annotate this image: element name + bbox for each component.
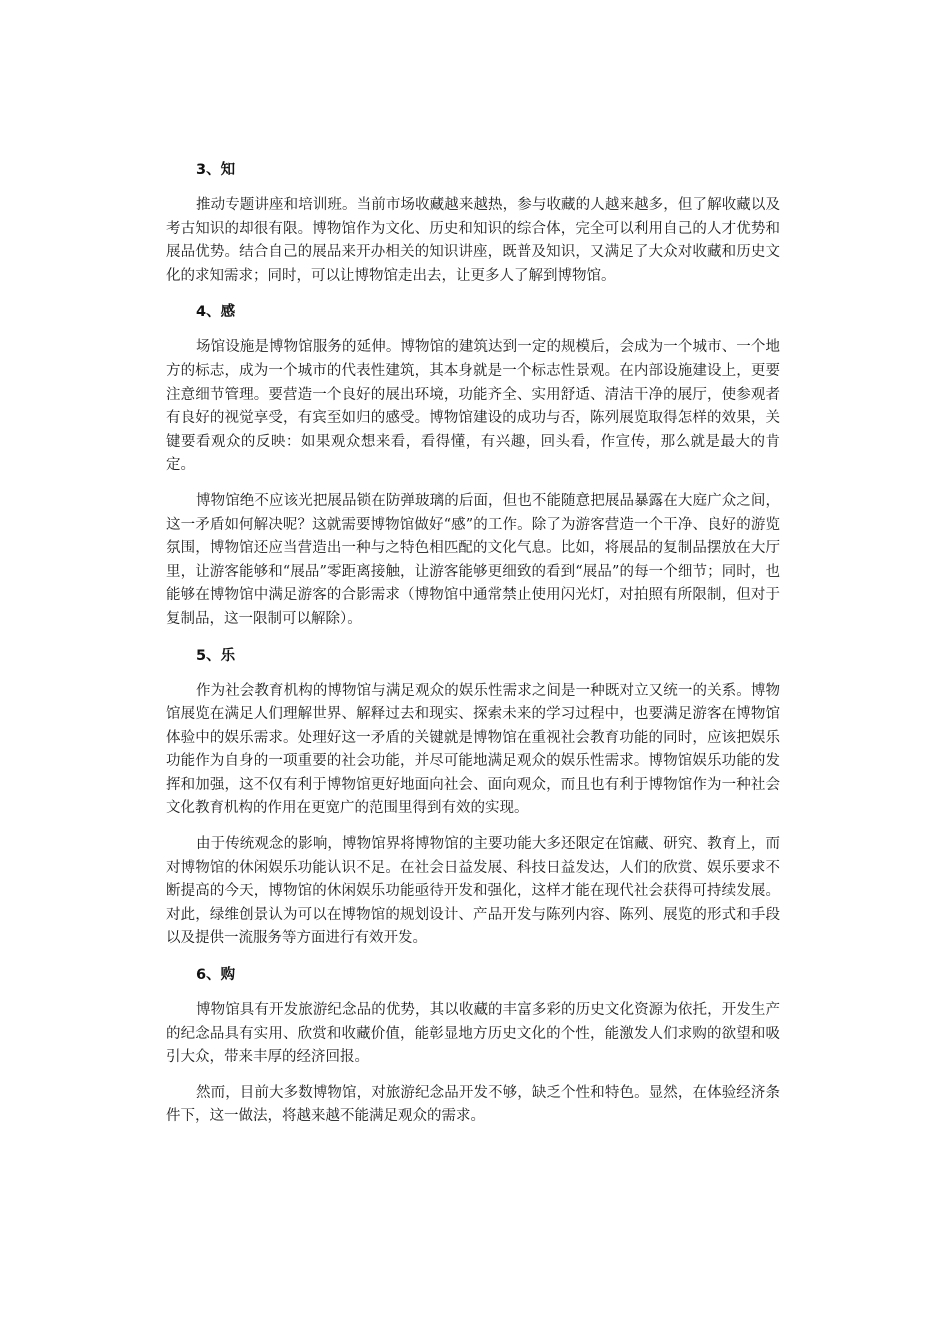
paragraph: 博物馆绝不应该光把展品锁在防弹玻璃的后面，但也不能随意把展品暴露在大庭广众之间，这一矛盾如何解决呢？这就需要博物馆做好“感”的工作。除了为游客营造一个干净、良好的游览氛围，博物馆还应当营造出一种与之特色相匹配的文化气息。比如，将展品的复制品摆放在大厅里，让游客能够和“展品”零距离接触，让游客能够更细致的看到“展品”的每一个细节；同时，也能够在博物馆中满足游客的合影需求（博物馆中通常禁止使用闪光灯，对拍照有所限制，但对于复制品，这一限制可以解除）。 xyxy=(166,492,780,627)
section-heading-zhi: 3、知 xyxy=(196,162,236,178)
paragraph: 然而，目前大多数博物馆，对旅游纪念品开发不够，缺乏个性和特色。显然，在体验经济条件下，这一做法，将越来越不能满足观众的需求。 xyxy=(166,1084,780,1125)
document-body xyxy=(166,158,780,1141)
section-heading-gou: 6、购 xyxy=(196,967,236,984)
section-heading-gan: 4、感 xyxy=(196,304,236,321)
paragraph: 由于传统观念的影响，博物馆界将博物馆的主要功能大多还限定在馆藏、研究、教育上，而对博物馆的休闲娱乐功能认识不足。在社会日益发展、科技日益发达，人们的欣赏、娱乐要求不断提高的今天，博物馆的休闲娱乐功能亟待开发和强化，这样才能在现代社会获得可持续发展。对此，绿维创景认为可以在博物馆的规划设计、产品开发与陈列内容、陈列、展览的形式和手段以及提供一流服务等方面进行有效开发。 xyxy=(166,836,780,947)
paragraph: 场馆设施是博物馆服务的延伸。博物馆的建筑达到一定的规模后，会成为一个城市、一个地方的标志，成为一个城市的代表性建筑，其本身就是一个标志性景观。在内部设施建设上，更要注意细节管理。要营造一个良好的展出环境，功能齐全、实用舒适、清洁干净的展厅，使参观者有良好的视觉享受，有宾至如归的感受。博物馆建设的成功与否，陈列展览取得怎样的效果，关键要看观众的反映：如果观众想来看，看得懂，有兴趣，回头看，作宣传，那么就是最大的肯定。 xyxy=(166,339,780,474)
paragraph: 博物馆具有开发旅游纪念品的优势，其以收藏的丰富多彩的历史文化资源为依托，开发生产的纪念品具有实用、欣赏和收藏价值，能彰显地方历史文化的个性，能激发人们求购的欲望和吸引大众，带来丰厚的经济回报。 xyxy=(166,1002,780,1066)
paragraph: 作为社会教育机构的博物馆与满足观众的娱乐性需求之间是一种既对立又统一的关系。博物馆展览在满足人们理解世界、解释过去和现实、探索未来的学习过程中，也要满足游客在博物馆体验中的娱乐需求。处理好这一矛盾的关键就是博物馆在重视社会教育功能的同时，应该把娱乐功能作为自身的一项重要的社会功能，并尽可能地满足观众的娱乐性需求。博物馆娱乐功能的发挥和加强，这不仅有利于博物馆更好地面向社会、面向观众，而且也有利于博物馆作为一种社会文化教育机构的作用在更宽广的范围里得到有效的实现。 xyxy=(166,682,780,817)
paragraph: 推动专题讲座和培训班。当前市场收藏越来越热，参与收藏的人越来越多，但了解收藏以及考古知识的却很有限。博物馆作为文化、历史和知识的综合体，完全可以利用自己的人才优势和展品优势。结合自己的展品来开办相关的知识讲座，既普及知识，又满足了大众对收藏和历史文化的求知需求；同时，可以让博物馆走出去，让更多人了解到博物馆。 xyxy=(166,197,780,284)
section-heading-le: 5、乐 xyxy=(196,647,236,664)
